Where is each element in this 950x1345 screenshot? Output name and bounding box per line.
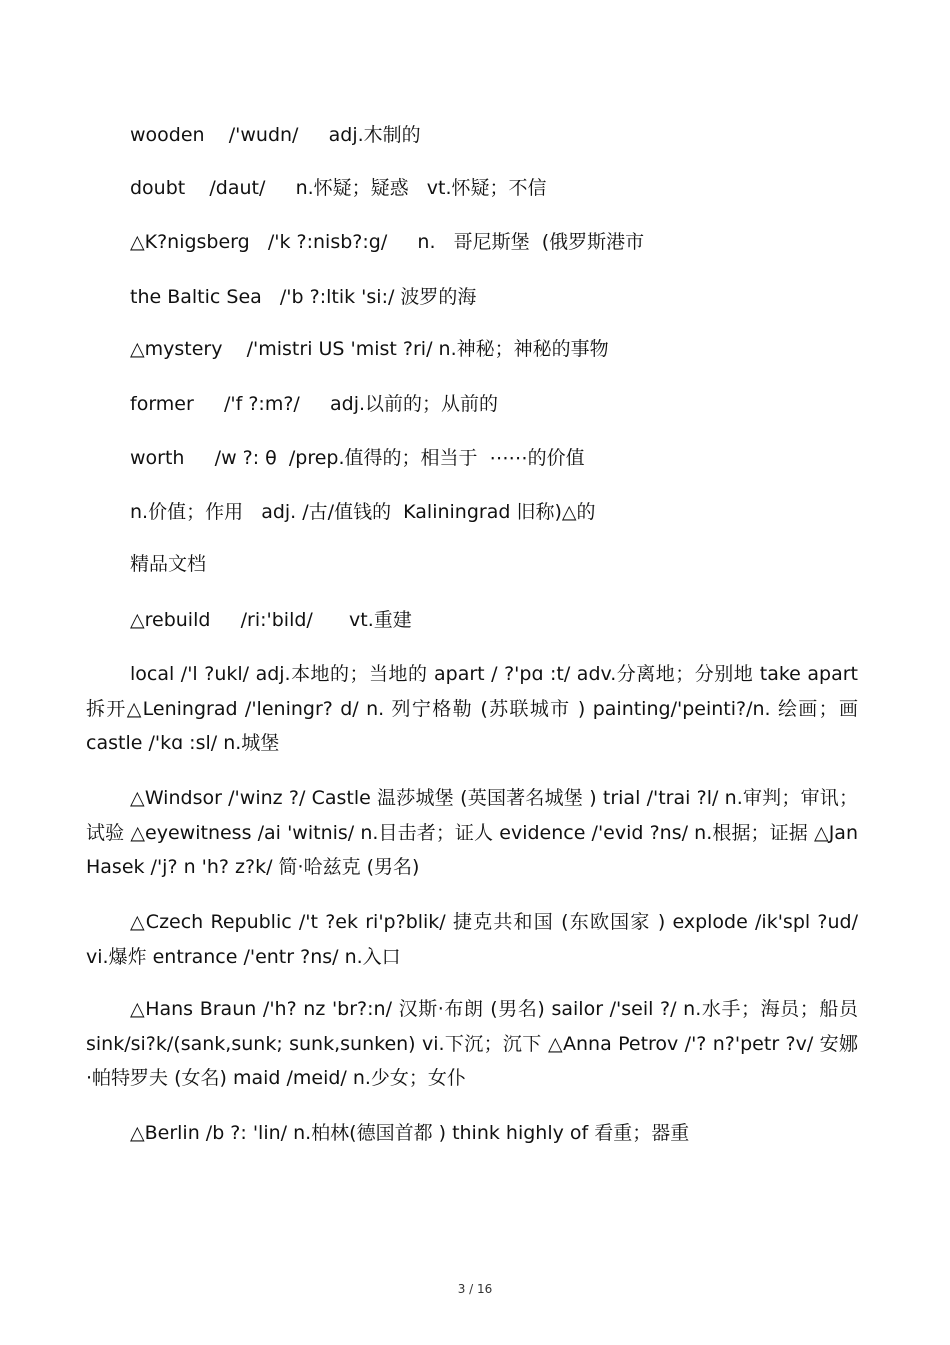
watermark-text: 精品文档 [130,553,207,575]
vocab-line-wooden: wooden /'wudn/ adj.木制的 [130,124,421,146]
vocab-line-baltic-sea: the Baltic Sea /'b ?:ltik 'si:/ 波罗的海 [130,286,477,308]
vocab-line-former: former /'f ?:m?/ adj.以前的；从前的 [130,393,499,415]
vocab-paragraph-berlin: △Berlin /b ?: 'lin/ n.柏林(德国首都 ) think highly of 看重；器重 [130,1122,690,1144]
vocab-paragraph-hans-braun: △Hans Braun /'h? nz 'br?:n/ 汉斯·布朗 (男名) sailor /'seil ?/ n.水手；海员；船员 sink/si?k/(sank,sunk; sunk,sunken) vi.下沉；沉下 △Anna Petrov /'? n?'petr ?v/ 安娜·帕特罗夫 (女名) maid /meid/ n.少女；女仆 [86,998,858,1089]
vocab-line-rebuild: △rebuild /ri:'bild/ vt.重建 [130,609,412,631]
vocab-line-worth: worth /w ?: θ /prep.值得的；相当于 ⋯⋯的价值 [130,447,585,469]
vocab-paragraph-local: local /'l ?ukl/ adj.本地的；当地的 apart / ?'pɑ :t/ adv.分离地；分别地 take apart 拆开△Leningrad /'leningr? d/ n. 列宁格勒 (苏联城市 ) painting/'peinti?/n. 绘画；画 castle /'kɑ :sl/ n.城堡 [86,663,858,754]
vocab-paragraph-windsor: △Windsor /'winz ?/ Castle 温莎城堡 (英国著名城堡 ) trial /'trai ?l/ n.审判；审讯；试验 △eyewitness /ai 'witnis/ n.目击者；证人 evidence /'evid ?ns/ n.根据；证据 △Jan Hasek /'j? n 'h? z?k/ 简·哈兹克 (男名) [86,787,858,878]
vocab-line-konigsberg: △K?nigsberg /'k ?:nisb?:g/ n. 哥尼斯堡 (俄罗斯港市 [130,231,645,253]
vocab-line-mystery: △mystery /'mistri US 'mist ?ri/ n.神秘；神秘的事物 [130,338,609,360]
vocab-paragraph-czech: △Czech Republic /'t ?ek ri'p?blik/ 捷克共和国 (东欧国家 ) explode /ik'spl ?ud/ vi.爆炸 entrance /'entr ?ns/ n.入口 [86,911,858,968]
page-number: 3 / 16 [457,1282,493,1296]
vocab-line-doubt: doubt /daut/ n.怀疑；疑惑 vt.怀疑；不信 [130,177,547,199]
vocab-line-worth-noun: n.价值；作用 adj. /古/值钱的 Kaliningrad 旧称)△的 [130,501,596,523]
